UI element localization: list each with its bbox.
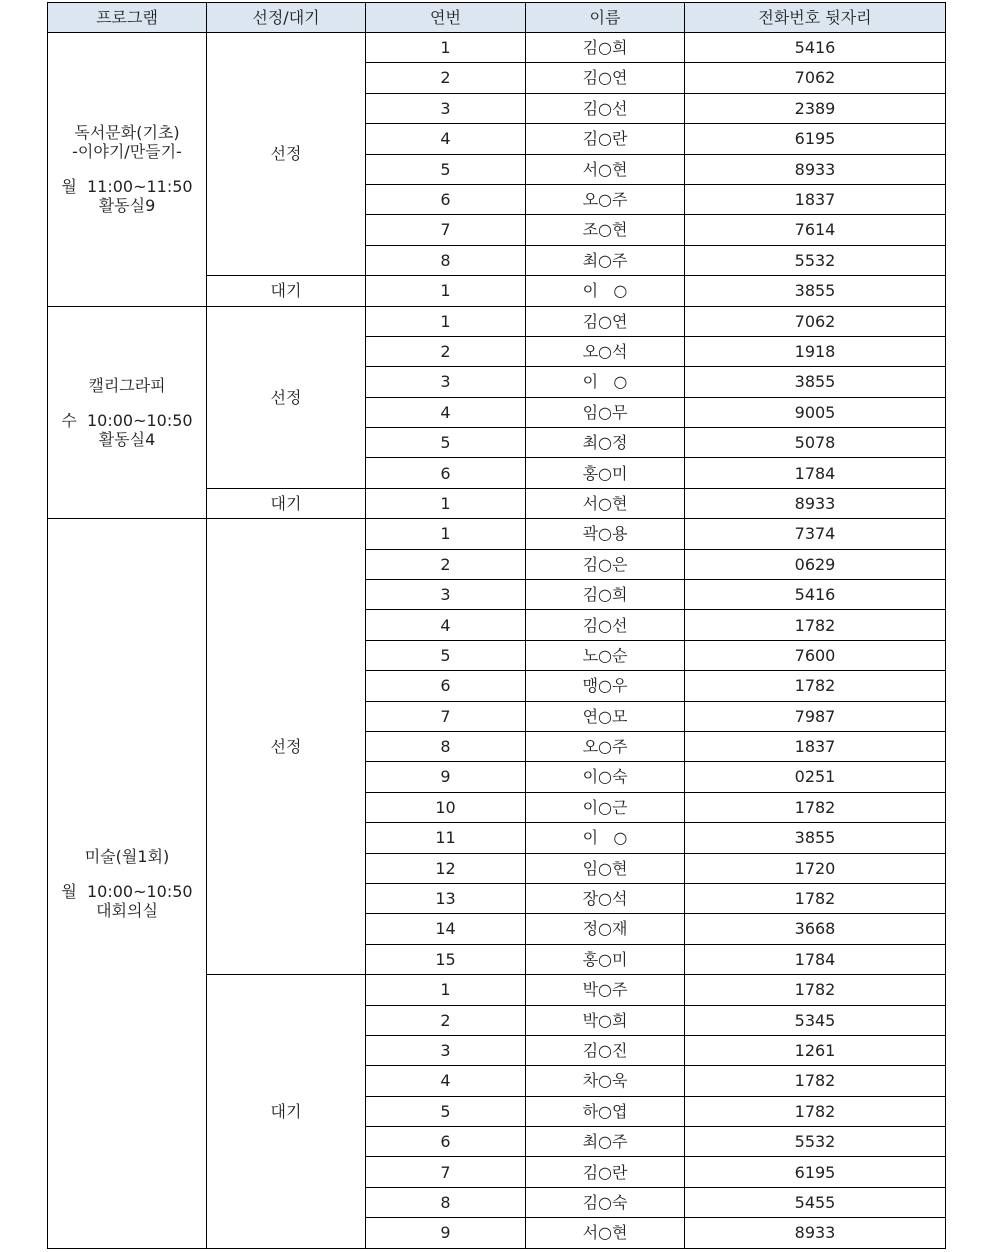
row-number-cell: 6 [366, 1127, 526, 1157]
row-number-cell: 7 [366, 1157, 526, 1187]
name-cell: 최○주 [526, 245, 685, 275]
phone-cell: 3855 [685, 276, 946, 306]
row-number-cell: 2 [366, 549, 526, 579]
phone-cell: 5532 [685, 245, 946, 275]
row-number-cell: 2 [366, 1005, 526, 1035]
row-number-cell: 15 [366, 944, 526, 974]
phone-cell: 0629 [685, 549, 946, 579]
row-number-cell: 3 [366, 580, 526, 610]
phone-cell: 6195 [685, 124, 946, 154]
row-number-cell: 4 [366, 124, 526, 154]
program-cell [48, 33, 207, 307]
name-cell: 최○정 [526, 428, 685, 458]
status-cell: 선정 [207, 33, 366, 276]
phone-cell: 8933 [685, 488, 946, 518]
name-cell: 김○연 [526, 306, 685, 336]
phone-cell: 5078 [685, 428, 946, 458]
row-number-cell: 13 [366, 883, 526, 913]
row-number-cell: 1 [366, 975, 526, 1005]
row-number-cell: 4 [366, 397, 526, 427]
row-number-cell: 1 [366, 488, 526, 518]
phone-cell: 1782 [685, 883, 946, 913]
name-cell: 임○무 [526, 397, 685, 427]
phone-cell: 7600 [685, 640, 946, 670]
name-cell: 김○란 [526, 124, 685, 154]
name-cell: 김○희 [526, 580, 685, 610]
phone-cell: 1837 [685, 184, 946, 214]
phone-cell: 1837 [685, 731, 946, 761]
row-number-cell: 8 [366, 731, 526, 761]
row-number-cell: 5 [366, 1096, 526, 1126]
name-cell: 김○은 [526, 549, 685, 579]
row-number-cell: 1 [366, 33, 526, 63]
row-number-cell: 9 [366, 762, 526, 792]
program-spacer [48, 161, 206, 177]
program-cell [48, 306, 207, 519]
phone-cell: 1782 [685, 1096, 946, 1126]
name-cell: 노○순 [526, 640, 685, 670]
status-cell: 선정 [207, 519, 366, 975]
name-cell: 곽○용 [526, 519, 685, 549]
status-cell: 대기 [207, 488, 366, 518]
program-name-line: 캘리그라피 [88, 375, 166, 395]
phone-cell: 8933 [685, 154, 946, 184]
name-cell: 연○모 [526, 701, 685, 731]
row-number-cell: 3 [366, 93, 526, 123]
name-cell: 장○석 [526, 883, 685, 913]
row-number-cell: 5 [366, 640, 526, 670]
phone-cell: 6195 [685, 1157, 946, 1187]
name-cell: 이 ○ [526, 367, 685, 397]
name-cell: 이 ○ [526, 276, 685, 306]
header-phone: 전화번호 뒷자리 [685, 3, 946, 33]
name-cell: 이 ○ [526, 823, 685, 853]
phone-cell: 1784 [685, 458, 946, 488]
phone-cell: 1261 [685, 1035, 946, 1065]
table-row [48, 306, 946, 336]
program-spacer [48, 866, 206, 882]
row-number-cell: 1 [366, 519, 526, 549]
header-row [48, 3, 946, 33]
header-name: 이름 [526, 3, 685, 33]
name-cell: 김○진 [526, 1035, 685, 1065]
row-number-cell: 1 [366, 306, 526, 336]
name-cell: 이○숙 [526, 762, 685, 792]
name-cell: 홍○미 [526, 458, 685, 488]
row-number-cell: 3 [366, 367, 526, 397]
name-cell: 오○석 [526, 336, 685, 366]
header-number: 연번 [366, 3, 526, 33]
row-number-cell: 6 [366, 458, 526, 488]
program-room: 활동실9 [98, 196, 156, 216]
row-number-cell: 10 [366, 792, 526, 822]
phone-cell: 1784 [685, 944, 946, 974]
name-cell: 정○재 [526, 914, 685, 944]
name-cell: 김○희 [526, 33, 685, 63]
program-time: 수 10:00~10:50 [61, 410, 193, 430]
phone-cell: 7374 [685, 519, 946, 549]
phone-cell: 8933 [685, 1218, 946, 1248]
phone-cell: 3668 [685, 914, 946, 944]
status-cell: 대기 [207, 276, 366, 306]
program-room: 대회의실 [96, 901, 158, 921]
phone-cell: 0251 [685, 762, 946, 792]
row-number-cell: 3 [366, 1035, 526, 1065]
phone-cell: 1918 [685, 336, 946, 366]
row-number-cell: 9 [366, 1218, 526, 1248]
row-number-cell: 8 [366, 1187, 526, 1217]
row-number-cell: 7 [366, 701, 526, 731]
phone-cell: 7987 [685, 701, 946, 731]
row-number-cell: 11 [366, 823, 526, 853]
status-cell: 선정 [207, 306, 366, 488]
program-cell [48, 519, 207, 1248]
row-number-cell: 6 [366, 671, 526, 701]
phone-cell: 1782 [685, 610, 946, 640]
program-name-line: 독서문화(기초) [74, 122, 180, 142]
row-number-cell: 1 [366, 276, 526, 306]
row-number-cell: 14 [366, 914, 526, 944]
name-cell: 오○주 [526, 184, 685, 214]
phone-cell: 7062 [685, 306, 946, 336]
phone-cell: 1782 [685, 1066, 946, 1096]
row-number-cell: 4 [366, 1066, 526, 1096]
program-room: 활동실4 [98, 429, 156, 449]
row-number-cell: 8 [366, 245, 526, 275]
header-program: 프로그램 [48, 3, 207, 33]
name-cell: 김○연 [526, 63, 685, 93]
name-cell: 서○현 [526, 488, 685, 518]
row-number-cell: 12 [366, 853, 526, 883]
header-status: 선정/대기 [207, 3, 366, 33]
phone-cell: 3855 [685, 823, 946, 853]
program-time: 월 11:00~11:50 [61, 177, 193, 197]
phone-cell: 5455 [685, 1187, 946, 1217]
table-row [48, 33, 946, 63]
phone-cell: 9005 [685, 397, 946, 427]
program-time: 월 10:00~10:50 [61, 881, 193, 901]
table-body [48, 33, 946, 1249]
phone-cell: 5416 [685, 33, 946, 63]
phone-cell: 5416 [685, 580, 946, 610]
name-cell: 차○욱 [526, 1066, 685, 1096]
row-number-cell: 2 [366, 336, 526, 366]
phone-cell: 1782 [685, 975, 946, 1005]
name-cell: 오○주 [526, 731, 685, 761]
row-number-cell: 7 [366, 215, 526, 245]
phone-cell: 2389 [685, 93, 946, 123]
name-cell: 김○란 [526, 1157, 685, 1187]
program-name-line: -이야기/만들기- [72, 142, 182, 162]
selection-table [47, 2, 946, 1249]
phone-cell: 7614 [685, 215, 946, 245]
row-number-cell: 4 [366, 610, 526, 640]
name-cell: 김○선 [526, 610, 685, 640]
name-cell: 서○현 [526, 154, 685, 184]
name-cell: 하○엽 [526, 1096, 685, 1126]
phone-cell: 7062 [685, 63, 946, 93]
name-cell: 이○근 [526, 792, 685, 822]
row-number-cell: 5 [366, 428, 526, 458]
status-cell: 대기 [207, 975, 366, 1249]
row-number-cell: 2 [366, 63, 526, 93]
name-cell: 김○선 [526, 93, 685, 123]
name-cell: 서○현 [526, 1218, 685, 1248]
row-number-cell: 5 [366, 154, 526, 184]
phone-cell: 1782 [685, 792, 946, 822]
row-number-cell: 6 [366, 184, 526, 214]
name-cell: 최○주 [526, 1127, 685, 1157]
name-cell: 박○주 [526, 975, 685, 1005]
phone-cell: 5345 [685, 1005, 946, 1035]
table-row [48, 519, 946, 549]
name-cell: 박○희 [526, 1005, 685, 1035]
program-spacer [48, 395, 206, 411]
name-cell: 맹○우 [526, 671, 685, 701]
phone-cell: 3855 [685, 367, 946, 397]
name-cell: 김○숙 [526, 1187, 685, 1217]
name-cell: 홍○미 [526, 944, 685, 974]
phone-cell: 5532 [685, 1127, 946, 1157]
program-name-line: 미술(월1회) [84, 846, 170, 866]
name-cell: 임○현 [526, 853, 685, 883]
phone-cell: 1720 [685, 853, 946, 883]
name-cell: 조○현 [526, 215, 685, 245]
phone-cell: 1782 [685, 671, 946, 701]
